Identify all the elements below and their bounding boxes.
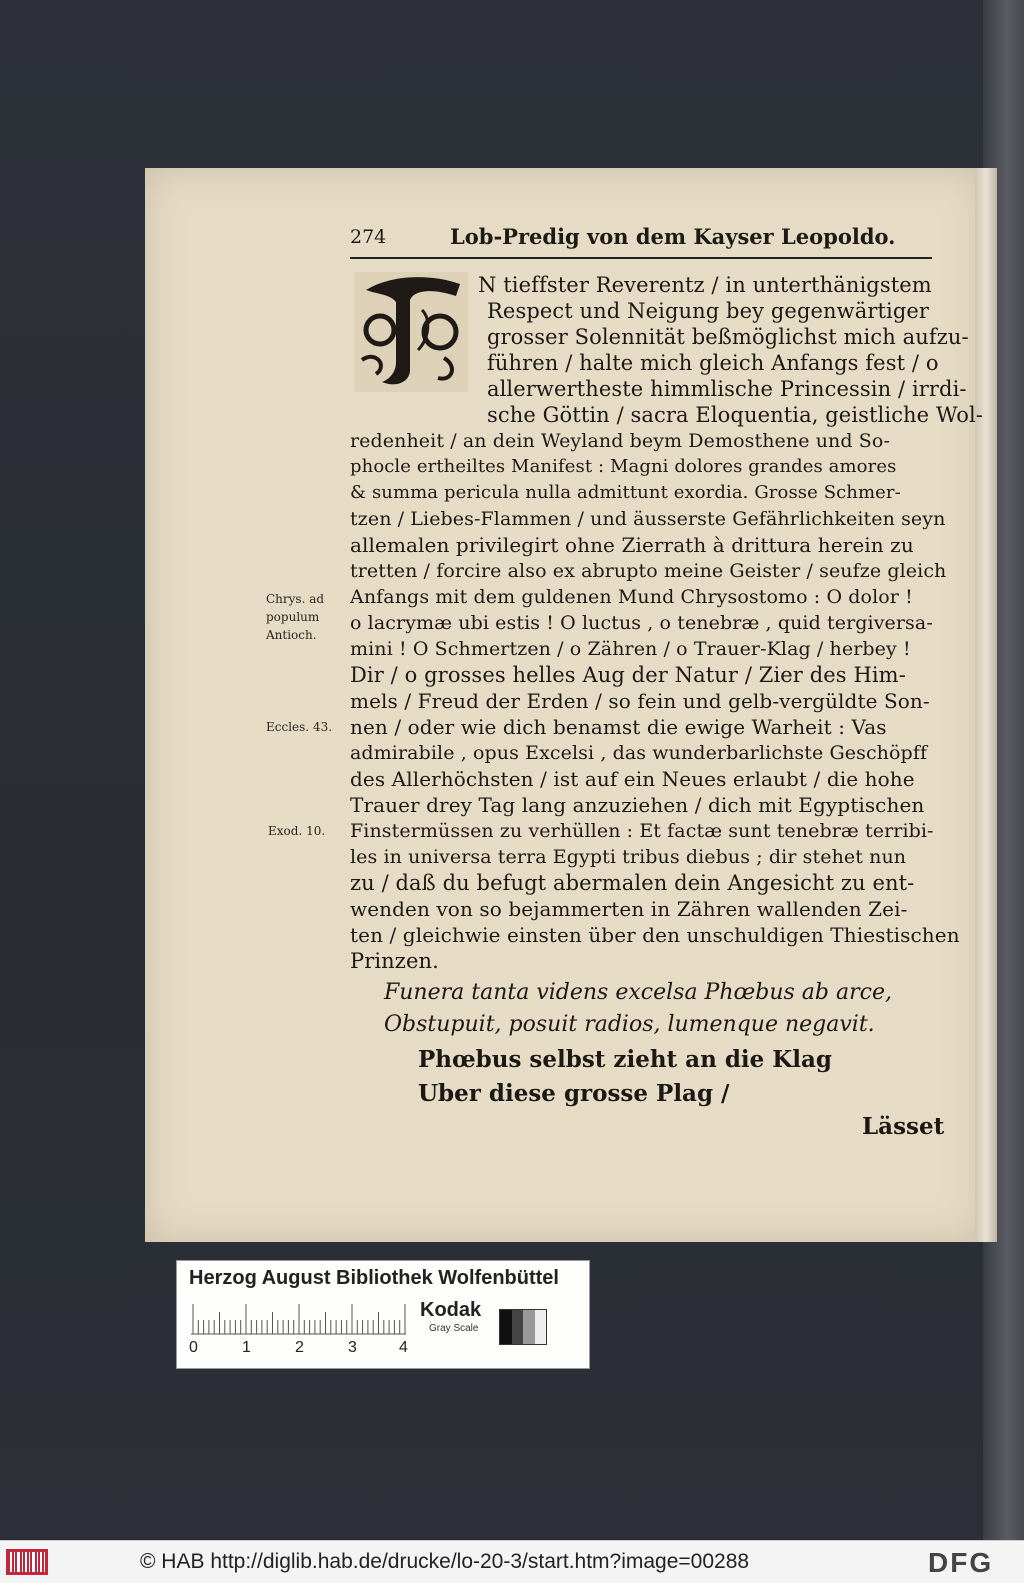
body-line: admirabile , opus Excelsi , das wunderbarlichste Geschöpff [350,742,928,764]
ruler-label: 3 [348,1339,357,1356]
marginal-note: Eccles. 43. [266,720,333,734]
gray-scale-swatch [499,1309,547,1345]
page-edge [975,168,997,1242]
body-line: Respect und Neigung bey gegenwärtiger [487,299,930,323]
page-number: 274 [350,226,387,248]
body-line: mini ! O Schmertzen / o Zähren / o Trauer-Klag / herbey ! [350,638,911,660]
body-line: nen / oder wie dich benamst die ewige Warheit : Vas [350,715,887,739]
body-line: tretten / forcire also ex abrupto meine Geister / seufze gleich [350,560,947,582]
running-title: Lob-Predig von dem Kayser Leopoldo. [450,224,896,249]
marginal-note: Exod. 10. [268,824,326,838]
marginal-note: populum [266,610,320,624]
body-line: Anfangs mit dem guldenen Mund Chrysostomo : O dolor ! [350,586,913,608]
copyright-link[interactable]: © HAB http://diglib.hab.de/drucke/lo-20-3/start.htm?image=00288 [140,1550,750,1573]
header-rule [350,257,932,259]
gray-scale-label: Gray Scale [429,1323,479,1334]
ruler-label: 2 [295,1339,304,1356]
body-line: & summa pericula nulla admittunt exordia. Grosse Schmer- [350,482,901,503]
body-line: Finstermüssen zu verhüllen : Et factæ sunt tenebræ terribi- [350,820,934,842]
body-line: grosser Solennität beßmöglichst mich aufzu- [487,325,969,349]
library-name: Herzog August Bibliothek Wolfenbüttel [189,1267,559,1289]
footer-bar [0,1540,1024,1583]
ruler-label: 1 [242,1339,251,1356]
verse-latin-line: Obstupuit, posuit radios, lumenque negavit. [384,1012,875,1037]
body-line: o lacrymæ ubi estis ! O luctus , o tenebræ , quid tergiversa- [350,612,933,634]
ruler-label: 4 [399,1339,408,1356]
body-line: phocle ertheiltes Manifest : Magni dolores grandes amores [350,456,897,477]
catchword: Lässet [862,1113,945,1140]
verse-german-line: Phœbus selbst zieht an die Klag [418,1046,832,1073]
body-line: les in universa terra Egypti tribus diebus ; dir stehet nun [350,846,907,868]
body-line: des Allerhöchsten / ist auf ein Neues erlaubt / die hohe [350,767,915,791]
kodak-brand: Kodak [420,1299,482,1321]
ruler-icon [191,1301,406,1335]
ornamental-initial-letter-icon [352,270,470,394]
body-line: mels / Freud der Erden / so fein und gelb-vergüldte Son- [350,689,930,713]
body-line: Prinzen. [350,949,439,973]
body-line: wenden von so bejammerten in Zähren wallenden Zei- [350,897,908,921]
verse-german-line: Uber diese grosse Plag / [418,1080,730,1107]
body-line: N tieffster Reverentz / in unterthänigstem [478,273,932,297]
body-line: sche Göttin / sacra Eloquentia, geistliche Wol- [487,403,983,427]
library-scale-card [176,1260,590,1369]
body-line: allerwertheste himmlische Princessin / irrdi- [487,377,967,401]
body-line: ten / gleichwie einsten über den unschuldigen Thiestischen [350,923,960,947]
body-line: tzen / Liebes-Flammen / und äusserste Gefährlichkeiten seyn [350,508,946,530]
ruler-label: 0 [189,1339,198,1356]
body-line: redenheit / an dein Weyland beym Demosthene und So- [350,430,890,452]
marginal-note: Antioch. [266,628,317,642]
body-line: zu / daß du befugt abermalen dein Angesicht zu ent- [350,871,915,895]
barcode-icon [6,1549,48,1575]
dfg-logo: DFG [928,1547,994,1578]
body-line: allemalen privilegirt ohne Zierrath à drittura herein zu [350,533,914,557]
verse-latin-line: Funera tanta videns excelsa Phœbus ab arce, [384,980,892,1005]
body-line: Dir / o grosses helles Aug der Natur / Zier des Him- [350,663,906,687]
body-line: Trauer drey Tag lang anzuziehen / dich mit Egyptischen [350,793,925,817]
body-line: führen / halte mich gleich Anfangs fest / o [487,351,939,375]
marginal-note: Chrys. ad [266,592,325,606]
